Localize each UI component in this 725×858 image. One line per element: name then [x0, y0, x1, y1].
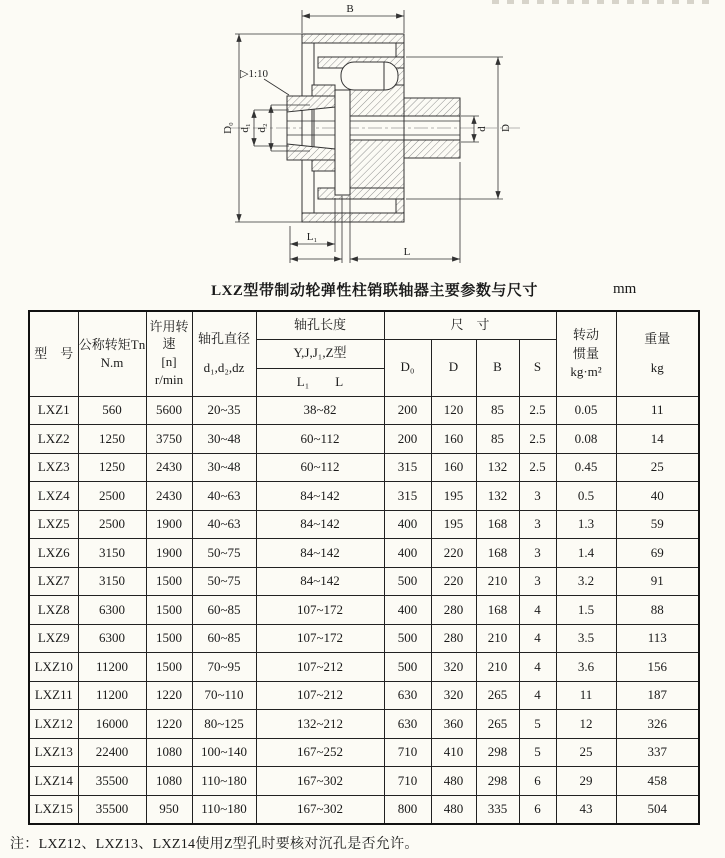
table-cell: 60~112 — [256, 425, 384, 454]
table-cell: 35500 — [78, 795, 146, 824]
table-cell: 6300 — [78, 624, 146, 653]
table-cell: 132 — [476, 482, 519, 511]
table-row — [29, 567, 699, 596]
table-cell: LXZ9 — [29, 624, 78, 653]
table-cell: 458 — [616, 767, 699, 796]
table-cell: 2500 — [78, 510, 146, 539]
dim-label-L: L — [403, 246, 411, 258]
table-cell: 1080 — [146, 767, 192, 796]
dim-label-D0: D₀ — [222, 122, 234, 134]
table-cell: 630 — [384, 681, 431, 710]
table-cell: 337 — [616, 738, 699, 767]
taper-note: ▷1:10 — [240, 68, 269, 80]
table-cell: 25 — [556, 738, 616, 767]
table-row — [29, 624, 699, 653]
table-cell: 167~302 — [256, 795, 384, 824]
table-cell: 560 — [78, 396, 146, 425]
table-cell: LXZ5 — [29, 510, 78, 539]
table-cell: 1500 — [146, 653, 192, 682]
table-cell: 1.4 — [556, 539, 616, 568]
table-cell: 168 — [476, 596, 519, 625]
table-cell: LXZ3 — [29, 453, 78, 482]
table-cell: 1.5 — [556, 596, 616, 625]
table-cell: 70~95 — [192, 653, 256, 682]
table-cell: 16000 — [78, 710, 146, 739]
table-cell: 1500 — [146, 624, 192, 653]
table-cell: 2.5 — [519, 425, 556, 454]
col-header-weight: 重量 kg — [616, 311, 699, 396]
table-cell: 6 — [519, 795, 556, 824]
table-cell: 1.3 — [556, 510, 616, 539]
table-cell: 69 — [616, 539, 699, 568]
table-cell: 91 — [616, 567, 699, 596]
table-cell: 12 — [556, 710, 616, 739]
table-cell: 1250 — [78, 453, 146, 482]
table-cell: 1080 — [146, 738, 192, 767]
table-cell: 110~180 — [192, 767, 256, 796]
dim-label-D: D — [500, 124, 512, 132]
table-row — [29, 510, 699, 539]
elastic-pin — [341, 62, 398, 90]
table-cell: 3 — [519, 567, 556, 596]
table-cell: 50~75 — [192, 567, 256, 596]
table-cell: 335 — [476, 795, 519, 824]
table-cell: 500 — [384, 567, 431, 596]
table-cell: 195 — [431, 510, 476, 539]
table-cell: 6300 — [78, 596, 146, 625]
table-row — [29, 453, 699, 482]
parameter-table — [28, 310, 700, 825]
table-cell: 6 — [519, 767, 556, 796]
table-cell: 168 — [476, 510, 519, 539]
table-cell: 220 — [431, 539, 476, 568]
table-cell: 480 — [431, 767, 476, 796]
dim-label-d: d — [476, 126, 488, 132]
table-cell: 14 — [616, 425, 699, 454]
table-cell: 85 — [476, 425, 519, 454]
table-row — [29, 767, 699, 796]
table-cell: LXZ15 — [29, 795, 78, 824]
table-row — [29, 539, 699, 568]
drum-right-stub-top — [396, 43, 404, 57]
col-header-bore-length: 轴孔长度 — [256, 311, 384, 339]
table-cell: 315 — [384, 482, 431, 511]
table-cell: 5 — [519, 738, 556, 767]
table-cell: 59 — [616, 510, 699, 539]
table-cell: 315 — [384, 453, 431, 482]
table-cell: 1900 — [146, 539, 192, 568]
table-cell: 107~172 — [256, 624, 384, 653]
table-cell: 29 — [556, 767, 616, 796]
table-cell: 167~302 — [256, 767, 384, 796]
table-cell: LXZ1 — [29, 396, 78, 425]
table-cell: 1500 — [146, 567, 192, 596]
table-cell: 50~75 — [192, 539, 256, 568]
brake-ring-bottom — [318, 188, 404, 199]
table-cell: 132~212 — [256, 710, 384, 739]
dim-label-d2: d₂ — [256, 123, 268, 133]
left-flange-top — [312, 85, 335, 96]
unit-label: mm — [613, 281, 637, 297]
table-cell: 187 — [616, 681, 699, 710]
table-cell: 80~125 — [192, 710, 256, 739]
table-cell: 43 — [556, 795, 616, 824]
table-cell: 2500 — [78, 482, 146, 511]
table-cell: LXZ12 — [29, 710, 78, 739]
table-cell: 265 — [476, 681, 519, 710]
table-row — [29, 596, 699, 625]
col-header-B: B — [476, 339, 519, 396]
table-cell: 710 — [384, 767, 431, 796]
table-row — [29, 795, 699, 824]
table-cell: 3.2 — [556, 567, 616, 596]
table-cell: 120 — [431, 396, 476, 425]
col-header-bore-diameter: 轴孔直径 d₁,d₂,dz — [192, 311, 256, 396]
table-cell: 38~82 — [256, 396, 384, 425]
dim-label-d1: d₁ — [239, 123, 251, 133]
table-cell: 0.5 — [556, 482, 616, 511]
table-row — [29, 482, 699, 511]
table-cell: 1500 — [146, 596, 192, 625]
table-cell: 25 — [616, 453, 699, 482]
table-cell: 0.08 — [556, 425, 616, 454]
table-cell: 480 — [431, 795, 476, 824]
table-cell: 1220 — [146, 710, 192, 739]
table-cell: LXZ4 — [29, 482, 78, 511]
table-cell: 156 — [616, 653, 699, 682]
table-cell: 210 — [476, 653, 519, 682]
table-cell: 4 — [519, 653, 556, 682]
table-cell: LXZ13 — [29, 738, 78, 767]
table-cell: 35500 — [78, 767, 146, 796]
table-cell: 400 — [384, 596, 431, 625]
table-cell: 85 — [476, 396, 519, 425]
table-cell: LXZ11 — [29, 681, 78, 710]
table-cell: 800 — [384, 795, 431, 824]
table-cell: 0.45 — [556, 453, 616, 482]
col-header-inertia: 转动 惯量 kg·m² — [556, 311, 616, 396]
col-header-dimensions: 尺 寸 — [384, 311, 556, 339]
table-cell: 320 — [431, 681, 476, 710]
table-cell: 200 — [384, 425, 431, 454]
table-cell: 4 — [519, 596, 556, 625]
col-header-torque: 公称转矩Tn N.m — [78, 311, 146, 396]
col-header-S: S — [519, 339, 556, 396]
table-cell: 20~35 — [192, 396, 256, 425]
table-cell: 107~212 — [256, 653, 384, 682]
table-cell: 88 — [616, 596, 699, 625]
table-cell: 410 — [431, 738, 476, 767]
table-cell: 500 — [384, 624, 431, 653]
col-header-D0: D₀ — [384, 339, 431, 396]
table-cell: LXZ8 — [29, 596, 78, 625]
table-cell: LXZ14 — [29, 767, 78, 796]
table-cell: 3 — [519, 539, 556, 568]
left-flange-bottom — [312, 160, 335, 171]
table-row — [29, 681, 699, 710]
left-hub-bottom — [287, 144, 335, 160]
coupling-section-drawing — [0, 0, 725, 274]
table-cell: 113 — [616, 624, 699, 653]
table-cell: 60~112 — [256, 453, 384, 482]
page-title: LXZ型带制动轮弹性柱销联轴器主要参数与尺寸 — [211, 283, 538, 299]
table-cell: 11 — [616, 396, 699, 425]
table-cell: 70~110 — [192, 681, 256, 710]
table-cell: 84~142 — [256, 567, 384, 596]
table-cell: 1250 — [78, 425, 146, 454]
table-cell: 30~48 — [192, 453, 256, 482]
table-cell: 3 — [519, 482, 556, 511]
dim-label-B: B — [346, 3, 354, 15]
footnote: 注：LXZ12、LXZ13、LXZ14使用Z型孔时要核对沉孔是否允许。 — [10, 837, 419, 852]
table-cell: 132 — [476, 453, 519, 482]
table-cell: 2.5 — [519, 396, 556, 425]
table-cell: 210 — [476, 624, 519, 653]
table-cell: 3.6 — [556, 653, 616, 682]
table-cell: 360 — [431, 710, 476, 739]
table-cell: 40 — [616, 482, 699, 511]
table-cell: 504 — [616, 795, 699, 824]
table-row — [29, 738, 699, 767]
right-hub-top — [404, 98, 460, 116]
table-cell: 630 — [384, 710, 431, 739]
table-cell: 168 — [476, 539, 519, 568]
table-cell: 11 — [556, 681, 616, 710]
table-cell: 84~142 — [256, 539, 384, 568]
table-cell: 4 — [519, 624, 556, 653]
table-cell: 0.05 — [556, 396, 616, 425]
table-cell: 195 — [431, 482, 476, 511]
table-cell: 950 — [146, 795, 192, 824]
table-cell: 326 — [616, 710, 699, 739]
table-row — [29, 396, 699, 425]
table-cell: LXZ10 — [29, 653, 78, 682]
table-cell: 265 — [476, 710, 519, 739]
table-cell: 3.5 — [556, 624, 616, 653]
drum-bottom-band — [302, 213, 404, 222]
table-cell: 167~252 — [256, 738, 384, 767]
table-cell: 160 — [431, 453, 476, 482]
table-cell: 11200 — [78, 653, 146, 682]
drum-right-stub-bottom — [396, 199, 404, 213]
table-cell: 1220 — [146, 681, 192, 710]
table-cell: 60~85 — [192, 596, 256, 625]
table-body — [29, 396, 699, 824]
table-cell: LXZ2 — [29, 425, 78, 454]
table-cell: 2430 — [146, 453, 192, 482]
table-cell: 400 — [384, 539, 431, 568]
right-flange-lower — [350, 140, 404, 188]
table-cell: 3750 — [146, 425, 192, 454]
table-cell: 40~63 — [192, 482, 256, 511]
center-column — [335, 90, 350, 195]
table-cell: 280 — [431, 624, 476, 653]
table-cell: 60~85 — [192, 624, 256, 653]
table-cell: 298 — [476, 738, 519, 767]
table-cell: 4 — [519, 681, 556, 710]
table-cell: 200 — [384, 396, 431, 425]
drum-top-band — [302, 34, 404, 43]
table-cell: 400 — [384, 510, 431, 539]
table-cell: 107~212 — [256, 681, 384, 710]
table-cell: 84~142 — [256, 482, 384, 511]
table-cell: 2.5 — [519, 453, 556, 482]
table-cell: 5600 — [146, 396, 192, 425]
table-cell: 5 — [519, 710, 556, 739]
table-cell: 160 — [431, 425, 476, 454]
col-header-D: D — [431, 339, 476, 396]
table-cell: LXZ6 — [29, 539, 78, 568]
table-cell: 710 — [384, 738, 431, 767]
table-cell: 100~140 — [192, 738, 256, 767]
table-cell: LXZ7 — [29, 567, 78, 596]
table-cell: 30~48 — [192, 425, 256, 454]
col-header-L1-L: L₁ L — [256, 368, 384, 396]
table-cell: 210 — [476, 567, 519, 596]
table-cell: 3 — [519, 510, 556, 539]
table-cell: 220 — [431, 567, 476, 596]
left-hub-top — [287, 96, 335, 112]
table-cell: 107~172 — [256, 596, 384, 625]
table-cell: 298 — [476, 767, 519, 796]
right-hub-bottom — [404, 140, 460, 158]
table-cell: 320 — [431, 653, 476, 682]
table-cell: 3150 — [78, 539, 146, 568]
table-cell: 1900 — [146, 510, 192, 539]
col-header-speed: 许用转速 [n] r/min — [146, 311, 192, 396]
table-cell: 2430 — [146, 482, 192, 511]
table-row — [29, 425, 699, 454]
table-cell: 22400 — [78, 738, 146, 767]
table-cell: 84~142 — [256, 510, 384, 539]
table-row — [29, 653, 699, 682]
dim-label-L1: L₁ — [306, 231, 318, 243]
table-cell: 500 — [384, 653, 431, 682]
table-cell: 3150 — [78, 567, 146, 596]
col-header-bore-length-types: Y,J,J₁,Z型 — [256, 339, 384, 368]
table-cell: 280 — [431, 596, 476, 625]
table-cell: 110~180 — [192, 795, 256, 824]
table-row — [29, 710, 699, 739]
col-header-model: 型 号 — [29, 311, 78, 396]
table-cell: 40~63 — [192, 510, 256, 539]
table-cell: 11200 — [78, 681, 146, 710]
